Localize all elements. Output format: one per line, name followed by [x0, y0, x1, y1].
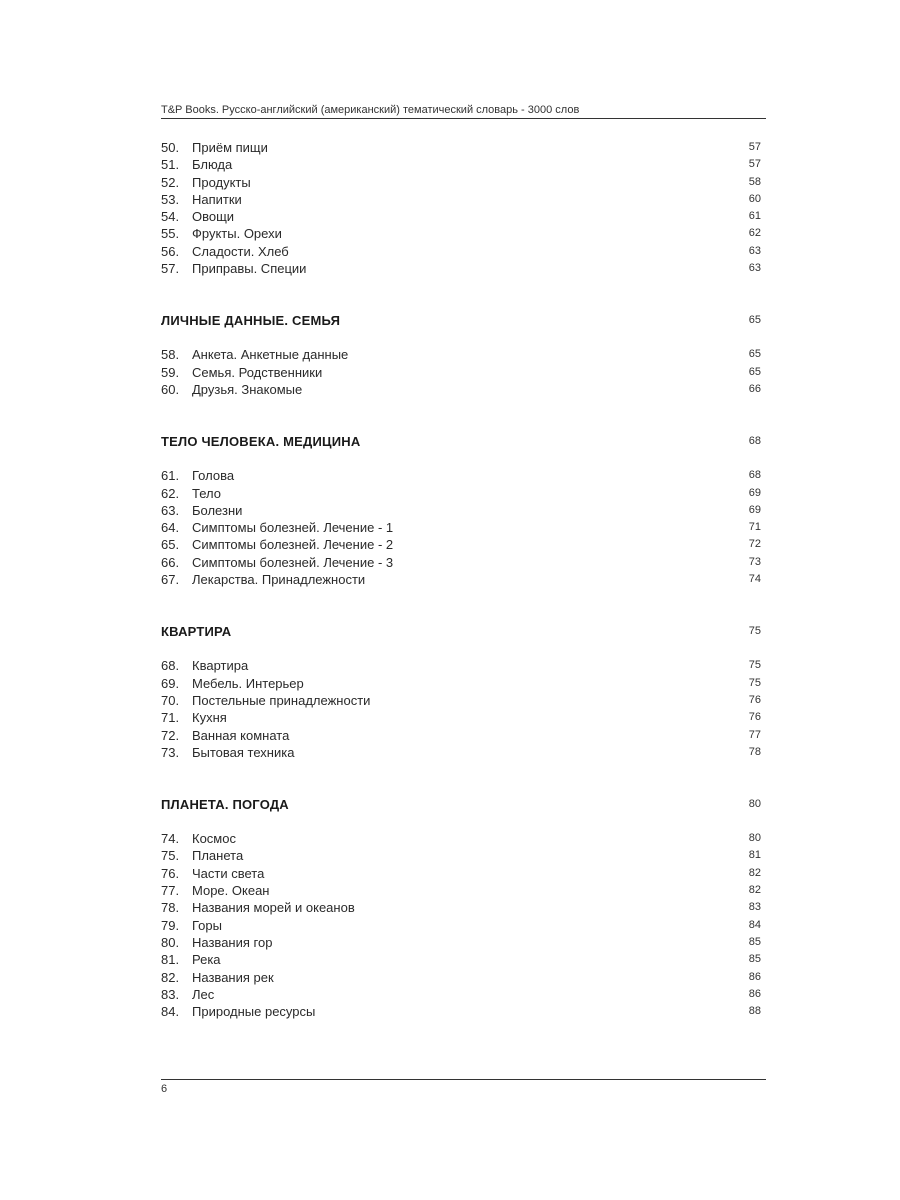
entry-title: Лекарства. Принадлежности — [192, 572, 366, 588]
page-number: 6 — [161, 1083, 168, 1095]
entry-title: Овощи — [192, 209, 235, 225]
toc-entry — [161, 346, 761, 363]
entry-number: 79. — [161, 917, 180, 933]
entry-number: 68. — [161, 658, 180, 674]
toc-entry — [161, 709, 761, 726]
section-title: ТЕЛО ЧЕЛОВЕКА. МЕДИЦИНА — [161, 434, 361, 450]
entry-number: 55. — [161, 226, 180, 242]
section-page-number: 75 — [748, 625, 761, 638]
toc-section-heading — [161, 796, 761, 813]
entry-title: Названия морей и океанов — [192, 900, 355, 916]
entry-page-number: 72 — [748, 538, 761, 551]
entry-number: 65. — [161, 537, 180, 553]
toc-entry — [161, 208, 761, 225]
toc-entry — [161, 882, 761, 899]
entry-number: 78. — [161, 900, 180, 916]
toc-section-heading — [161, 433, 761, 450]
entry-page-number: 60 — [748, 192, 761, 205]
entry-number: 82. — [161, 969, 180, 985]
entry-title: Анкета. Анкетные данные — [192, 347, 349, 363]
toc-entry — [161, 485, 761, 502]
entry-number: 61. — [161, 468, 180, 484]
entry-page-number: 75 — [748, 676, 761, 689]
entry-title: Река — [192, 952, 221, 968]
entry-title: Мебель. Интерьер — [192, 675, 304, 691]
entry-number: 75. — [161, 848, 180, 864]
entry-number: 84. — [161, 1004, 180, 1020]
entry-number: 59. — [161, 364, 180, 380]
running-header — [161, 104, 766, 119]
entry-number: 58. — [161, 347, 180, 363]
toc-entry — [161, 986, 761, 1003]
entry-page-number: 84 — [748, 918, 761, 931]
entry-page-number: 61 — [748, 210, 761, 223]
entry-title: Фрукты. Орехи — [192, 226, 282, 242]
entry-page-number: 65 — [748, 365, 761, 378]
entry-title: Друзья. Знакомые — [192, 381, 303, 397]
entry-title: Постельные принадлежности — [192, 692, 371, 708]
toc-entry — [161, 243, 761, 260]
entry-title: Симптомы болезней. Лечение - 1 — [192, 520, 394, 536]
section-page-number: 80 — [748, 798, 761, 811]
entry-number: 72. — [161, 727, 180, 743]
entry-page-number: 77 — [748, 728, 761, 741]
entry-page-number: 69 — [748, 486, 761, 499]
entry-title: Приправы. Специи — [192, 261, 307, 277]
entry-number: 57. — [161, 261, 180, 277]
entry-number: 76. — [161, 865, 180, 881]
toc-entry — [161, 847, 761, 864]
toc-entry — [161, 571, 761, 588]
entry-page-number: 86 — [748, 970, 761, 983]
entry-title: Симптомы болезней. Лечение - 2 — [192, 537, 394, 553]
section-title: ПЛАНЕТА. ПОГОДА — [161, 797, 289, 813]
entry-page-number: 85 — [748, 953, 761, 966]
toc-entry — [161, 191, 761, 208]
entry-number: 80. — [161, 934, 180, 950]
entry-page-number: 88 — [748, 1005, 761, 1018]
entry-title: Квартира — [192, 658, 249, 674]
entry-title: Напитки — [192, 191, 242, 207]
entry-page-number: 73 — [748, 555, 761, 568]
entry-title: Блюда — [192, 157, 233, 173]
entry-page-number: 65 — [748, 348, 761, 361]
entry-page-number: 78 — [748, 745, 761, 758]
entry-title: Части света — [192, 865, 265, 881]
entry-number: 83. — [161, 986, 180, 1002]
entry-page-number: 86 — [748, 987, 761, 1000]
toc-entry — [161, 969, 761, 986]
entry-number: 63. — [161, 502, 180, 518]
entry-number: 56. — [161, 243, 180, 259]
entry-number: 67. — [161, 572, 180, 588]
entry-title: Сладости. Хлеб — [192, 243, 289, 259]
entry-number: 73. — [161, 744, 180, 760]
entry-title: Лес — [192, 986, 215, 1002]
entry-title: Приём пищи — [192, 140, 268, 155]
toc-entry — [161, 934, 761, 951]
entry-number: 70. — [161, 692, 180, 708]
entry-title: Семья. Родственники — [192, 364, 323, 380]
header-title: T&P Books. Русско-английский (американский) тематический словарь - 3000 слов — [161, 104, 580, 116]
entry-title: Природные ресурсы — [192, 1004, 316, 1020]
section-title: ЛИЧНЫЕ ДАННЫЕ. СЕМЬЯ — [161, 313, 341, 329]
entry-title: Голова — [192, 468, 235, 484]
entry-number: 53. — [161, 191, 180, 207]
entry-number: 66. — [161, 554, 180, 570]
entry-title: Названия рек — [192, 969, 274, 985]
entry-page-number: 63 — [748, 244, 761, 257]
entry-number: 52. — [161, 174, 180, 190]
entry-number: 60. — [161, 381, 180, 397]
entry-title: Симптомы болезней. Лечение - 3 — [192, 554, 394, 570]
toc-entry — [161, 951, 761, 968]
entry-title: Море. Океан — [192, 883, 270, 899]
toc-entry — [161, 174, 761, 191]
entry-page-number: 85 — [748, 935, 761, 948]
toc-section-heading — [161, 312, 761, 329]
toc-entry — [161, 156, 761, 173]
entry-number: 74. — [161, 831, 180, 847]
entry-page-number: 83 — [748, 901, 761, 914]
entry-title: Космос — [192, 831, 236, 847]
entry-page-number: 76 — [748, 711, 761, 724]
section-page-number: 65 — [748, 314, 761, 327]
toc-entry — [161, 225, 761, 242]
entry-page-number: 75 — [748, 659, 761, 672]
toc-entry — [161, 467, 761, 484]
toc-entry — [161, 865, 761, 882]
entry-title: Горы — [192, 917, 222, 933]
toc-entry — [161, 692, 761, 709]
entry-title: Ванная комната — [192, 727, 290, 743]
entry-title: Продукты — [192, 174, 251, 190]
entry-page-number: 68 — [748, 469, 761, 482]
entry-page-number: 81 — [748, 849, 761, 862]
entry-number: 54. — [161, 209, 180, 225]
toc-entry — [161, 139, 761, 156]
toc-entry — [161, 364, 761, 381]
entry-number: 64. — [161, 520, 180, 536]
toc-entry — [161, 675, 761, 692]
entry-page-number: 80 — [748, 832, 761, 845]
entry-page-number: 62 — [748, 227, 761, 240]
toc-entry — [161, 554, 761, 571]
entry-page-number: 74 — [748, 573, 761, 586]
toc-entry — [161, 1003, 761, 1020]
entry-number: 62. — [161, 485, 180, 501]
entry-number: 77. — [161, 883, 180, 899]
entry-number: 71. — [161, 710, 180, 726]
entry-number: 81. — [161, 952, 180, 968]
entry-page-number: 71 — [748, 521, 761, 534]
toc-entry — [161, 260, 761, 277]
entry-page-number: 66 — [748, 382, 761, 395]
toc-entry — [161, 830, 761, 847]
toc-section-heading — [161, 623, 761, 640]
entry-page-number: 57 — [748, 158, 761, 171]
section-page-number: 68 — [748, 435, 761, 448]
toc-entry — [161, 917, 761, 934]
entry-page-number: 82 — [748, 866, 761, 879]
toc-entry — [161, 519, 761, 536]
section-title: КВАРТИРА — [161, 624, 232, 640]
entry-title: Болезни — [192, 502, 243, 518]
toc-entry — [161, 381, 761, 398]
table-of-contents — [161, 139, 761, 1020]
entry-title: Тело — [192, 485, 221, 501]
toc-entry — [161, 657, 761, 674]
entry-number: 51. — [161, 157, 180, 173]
entry-page-number: 63 — [748, 262, 761, 275]
entry-page-number: 82 — [748, 884, 761, 897]
entry-title: Планета — [192, 848, 244, 864]
entry-page-number: 69 — [748, 503, 761, 516]
entry-title: Бытовая техника — [192, 744, 295, 760]
entry-number: 50. — [161, 140, 180, 155]
toc-entry — [161, 899, 761, 916]
entry-page-number: 57 — [748, 141, 761, 153]
entry-number: 69. — [161, 675, 180, 691]
entry-page-number: 58 — [748, 175, 761, 188]
entry-title: Кухня — [192, 710, 227, 726]
entry-title: Названия гор — [192, 934, 273, 950]
page-footer — [161, 1079, 766, 1095]
toc-entry — [161, 744, 761, 761]
entry-page-number: 76 — [748, 693, 761, 706]
toc-entry — [161, 536, 761, 553]
toc-entry — [161, 502, 761, 519]
toc-entry — [161, 727, 761, 744]
